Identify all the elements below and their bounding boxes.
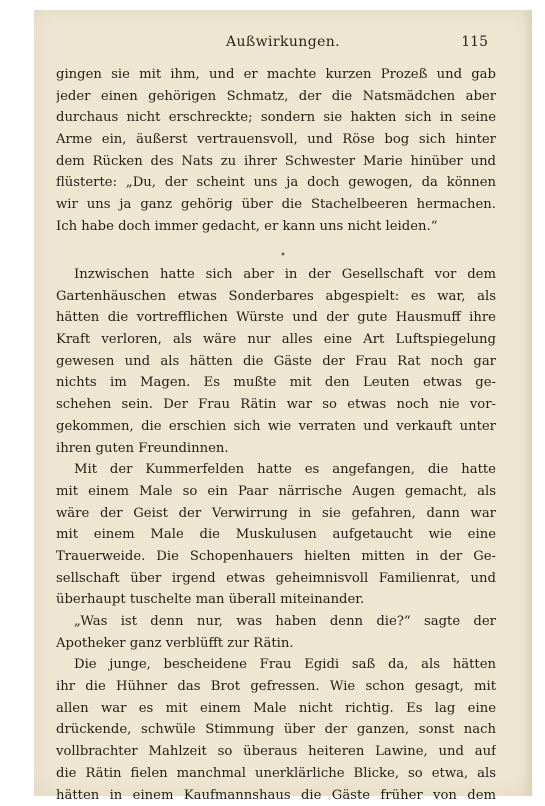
running-title: Außwirkungen.: [225, 34, 341, 50]
text-line: vollbrachter Mahlzeit so überaus heiteren Lawine, und auf: [56, 744, 496, 760]
text-line: überhaupt tuschelte man überall miteinander.: [56, 592, 365, 608]
section-separator: •: [280, 250, 286, 261]
text-line: gekommen, die erschien sich wie verraten und verkauft unter: [56, 418, 496, 434]
page-number: 115: [461, 34, 488, 50]
text-line: Mit der Kummerfelden hatte es angefangen, die hatte: [74, 462, 496, 478]
text-line: ihren guten Freundinnen.: [56, 440, 229, 456]
book-page: [34, 10, 532, 803]
text-block-upper: [56, 64, 496, 238]
text-line: dem Rücken des Nats zu ihrer Schwester Marie hinüber und: [56, 153, 496, 169]
text-line: Trauerweide. Die Schopenhauers hielten mitten in der Ge-: [56, 548, 496, 564]
text-line: Die junge, bescheidene Frau Egidi saß da, als hätten: [74, 657, 496, 673]
text-line: mit einem Male die Muskulusen aufgetaucht wie eine: [56, 527, 496, 543]
text-line: durchaus nicht erschreckte; sondern sie hakten sich in seine: [56, 110, 496, 126]
text-line: drückende, schwüle Stimmung über der ganzen, sonst nach: [56, 722, 496, 738]
text-line: sellschaft über irgend etwas geheimnisvoll Familienrat, und: [56, 570, 496, 586]
text-line: nichts im Magen. Es mußte mit den Leuten etwas ge-: [56, 375, 496, 391]
text-line: Inzwischen hatte sich aber in der Gesellschaft vor dem: [74, 267, 496, 282]
text-line: Apotheker ganz verblüfft zur Rätin.: [56, 635, 294, 651]
text-line: Kraft verloren, als wäre nur alles eine Art Luftspiegelung: [56, 332, 496, 348]
text-block-lower: [56, 264, 496, 806]
text-line: Gartenhäuschen etwas Sonderbares abgespielt: es war, als: [56, 288, 496, 304]
text-line: ihr die Hühner das Brot gefressen. Wie schon gesagt, mit: [56, 679, 496, 695]
text-line: hätten die vortrefflichen Würste und der gute Hausmuff ihre: [56, 310, 496, 326]
text-line: mit einem Male so ein Paar närrische Augen gemacht, als: [56, 483, 496, 499]
text-line: wir uns ja ganz gehörig über die Stachelbeeren hermachen.: [56, 197, 496, 213]
text-line: schehen sein. Der Frau Rätin war so etwas noch nie vor-: [56, 397, 496, 413]
text-line: jeder einen gehörigen Schmatz, der die Natsmädchen aber: [56, 88, 496, 104]
running-head: [34, 34, 532, 54]
text-line: gingen sie mit ihm, und er machte kurzen Prozeß und gab: [56, 67, 496, 82]
text-line: gewesen und als hätten die Gäste der Frau Rat noch gar: [56, 353, 496, 369]
text-line: allen war es mit einem Male nicht richtig. Es lag eine: [56, 700, 496, 716]
text-line: die Rätin fielen manchmal unerklärliche Blicke, so etwa, als: [56, 765, 496, 781]
text-line: Arme ein, äußerst vertrauensvoll, und Röse bog sich hinter: [56, 132, 496, 148]
text-line: wäre der Geist der Verwirrung in sie gefahren, dann war: [56, 505, 496, 521]
text-line: flüsterte: „Du, der scheint uns ja doch gewogen, da können: [56, 175, 496, 191]
text-line: hätten in einem Kaufmannshaus die Gäste früher von dem: [56, 787, 496, 803]
text-line: Ich habe doch immer gedacht, er kann uns nicht leiden.“: [56, 218, 438, 234]
text-line: „Was ist denn nur, was haben denn die?“ sagte der: [74, 614, 496, 629]
